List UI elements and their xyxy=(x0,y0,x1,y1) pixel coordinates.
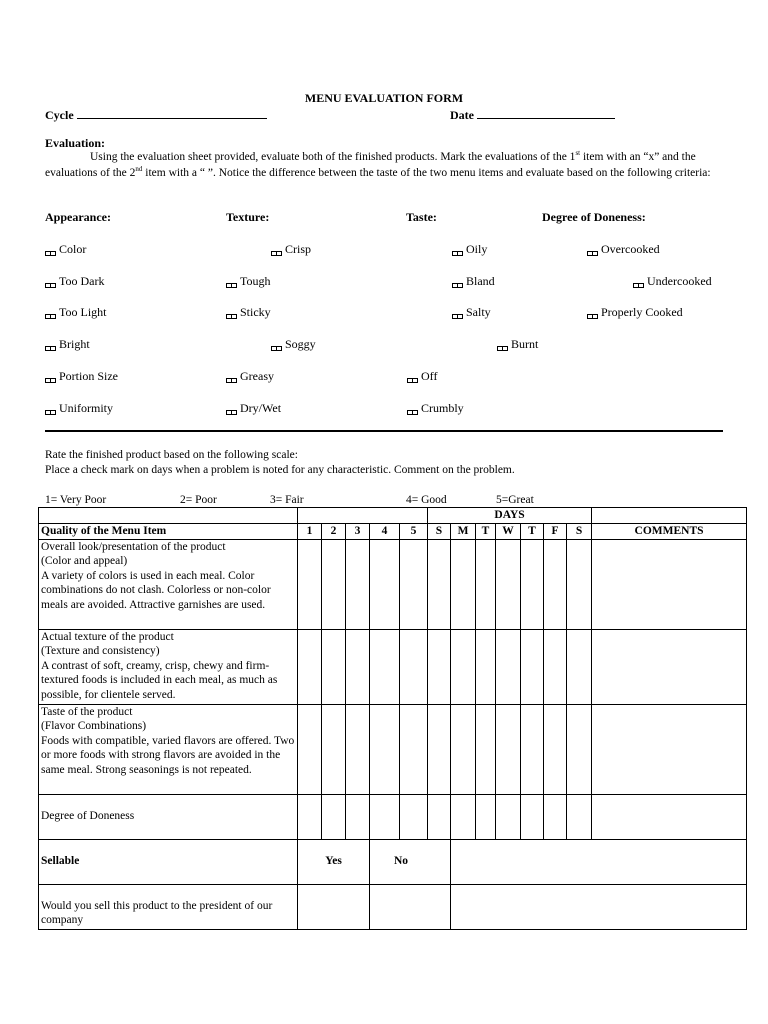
criterion-label: Oily xyxy=(466,242,488,256)
day-header-sat: S xyxy=(567,523,592,539)
day-cell[interactable] xyxy=(521,629,544,704)
table-row xyxy=(39,539,747,629)
day-cell[interactable] xyxy=(428,539,451,629)
rating-cell[interactable] xyxy=(370,704,400,794)
day-header-mon: M xyxy=(451,523,476,539)
form-title: MENU EVALUATION FORM xyxy=(304,91,464,105)
day-cell[interactable] xyxy=(496,794,521,839)
checkbox-icon[interactable] xyxy=(271,251,281,256)
rating-cell[interactable] xyxy=(370,794,400,839)
criterion-crisp[interactable] xyxy=(271,242,311,257)
day-cell[interactable] xyxy=(544,539,567,629)
section-divider xyxy=(45,430,723,432)
day-header-tue: T xyxy=(476,523,496,539)
category-texture: Texture: xyxy=(226,210,270,224)
date-label: Date xyxy=(450,108,474,122)
criterion-dry-wet[interactable] xyxy=(226,401,281,416)
quality-title: Overall look/presentation of the product xyxy=(41,540,226,553)
scale-4: 4= Good xyxy=(406,494,447,506)
criterion-bland[interactable] xyxy=(452,274,495,289)
criterion-label: Greasy xyxy=(240,369,274,383)
table-row xyxy=(39,794,747,839)
rating-cell[interactable] xyxy=(346,539,370,629)
day-cell[interactable] xyxy=(476,794,496,839)
criterion-label: Too Dark xyxy=(59,274,105,288)
checkbox-icon[interactable] xyxy=(452,283,462,288)
day-cell[interactable] xyxy=(521,539,544,629)
checkbox-icon[interactable] xyxy=(452,251,462,256)
rating-cell[interactable] xyxy=(370,539,400,629)
criterion-label: Crumbly xyxy=(421,401,464,415)
table-row xyxy=(39,704,747,794)
checkbox-icon[interactable] xyxy=(226,283,236,288)
quality-header: Quality of the Menu Item xyxy=(39,523,298,539)
checkbox-icon[interactable] xyxy=(407,378,417,383)
rating-header-4: 4 xyxy=(370,523,400,539)
date-input-line[interactable] xyxy=(477,107,615,119)
comments-cell[interactable] xyxy=(592,794,747,839)
checkbox-icon[interactable] xyxy=(226,410,236,415)
criterion-tough[interactable] xyxy=(226,274,271,289)
criterion-label: Bland xyxy=(466,274,495,288)
quality-title: Taste of the product xyxy=(41,705,133,718)
criterion-too-dark[interactable] xyxy=(45,274,104,289)
superscript-st: st xyxy=(575,149,581,158)
day-cell[interactable] xyxy=(451,629,476,704)
evaluation-heading: Evaluation: xyxy=(45,136,106,150)
evaluation-table xyxy=(38,507,747,930)
day-cell[interactable] xyxy=(567,629,592,704)
criterion-label: Dry/Wet xyxy=(240,401,282,415)
day-cell[interactable] xyxy=(567,794,592,839)
rating-cell[interactable] xyxy=(346,629,370,704)
day-header-thu: T xyxy=(521,523,544,539)
answer-blank-cell xyxy=(451,884,747,929)
sellable-label: Sellable xyxy=(39,839,298,884)
day-cell[interactable] xyxy=(567,539,592,629)
checkbox-icon[interactable] xyxy=(587,251,597,256)
cycle-field-row xyxy=(45,107,267,123)
paragraph-part-2: item with an “x” and the evaluations of the 2 xyxy=(45,151,696,179)
no-label: No xyxy=(370,839,451,884)
rating-cell[interactable] xyxy=(400,704,428,794)
evaluation-instructions xyxy=(45,150,725,181)
no-answer-cell[interactable] xyxy=(370,884,451,929)
comments-cell[interactable] xyxy=(592,539,747,629)
criterion-label: Burnt xyxy=(511,337,539,351)
day-cell[interactable] xyxy=(476,704,496,794)
superscript-nd: nd xyxy=(135,164,143,173)
checkbox-icon[interactable] xyxy=(407,410,417,415)
criterion-properly-cooked[interactable] xyxy=(587,305,683,320)
checkbox-icon[interactable] xyxy=(587,314,597,319)
criterion-undercooked[interactable] xyxy=(633,274,712,289)
rating-header-2: 2 xyxy=(322,523,346,539)
checkbox-icon[interactable] xyxy=(45,251,55,256)
criterion-crumbly[interactable] xyxy=(407,401,464,416)
criterion-sticky[interactable] xyxy=(226,305,271,320)
day-cell[interactable] xyxy=(496,629,521,704)
rating-cell[interactable] xyxy=(298,794,322,839)
quality-description: Foods with compatible, varied flavors are offered. Two or more foods with strong flavors are avoided in the same meal. Strong seasonings is not repeated. xyxy=(41,734,295,776)
rating-cell[interactable] xyxy=(400,539,428,629)
rating-cell[interactable] xyxy=(346,704,370,794)
day-cell[interactable] xyxy=(496,539,521,629)
criterion-off[interactable] xyxy=(407,369,437,384)
rating-cell[interactable] xyxy=(298,704,322,794)
criterion-overcooked[interactable] xyxy=(587,242,660,257)
quality-subtitle: (Texture and consistency) xyxy=(41,645,160,657)
checkbox-icon[interactable] xyxy=(271,346,281,351)
rating-cell[interactable] xyxy=(322,794,346,839)
comments-cell[interactable] xyxy=(592,704,747,794)
quality-cell xyxy=(39,629,298,704)
criterion-label: Properly Cooked xyxy=(601,305,683,319)
rating-cell[interactable] xyxy=(370,629,400,704)
day-cell[interactable] xyxy=(451,704,476,794)
criterion-too-light[interactable] xyxy=(45,305,107,320)
rating-cell[interactable] xyxy=(322,629,346,704)
checkbox-icon[interactable] xyxy=(633,283,643,288)
checkbox-icon[interactable] xyxy=(452,314,462,319)
quality-description: A contrast of soft, creamy, crisp, chewy and firm-textured foods is included in each meal, as much as possible, for clientele served. xyxy=(41,659,278,701)
criterion-label: Overcooked xyxy=(601,242,660,256)
criterion-label: Uniformity xyxy=(59,401,113,415)
yes-label: Yes xyxy=(298,839,370,884)
rating-header-3: 3 xyxy=(346,523,370,539)
day-header-fri: F xyxy=(544,523,567,539)
day-cell[interactable] xyxy=(451,539,476,629)
scale-3: 3= Fair xyxy=(270,494,304,506)
day-cell[interactable] xyxy=(428,704,451,794)
criterion-label: Crisp xyxy=(285,242,312,256)
cycle-label: Cycle xyxy=(45,108,74,122)
comments-cell[interactable] xyxy=(592,629,747,704)
rating-header-1: 1 xyxy=(298,523,322,539)
criterion-color[interactable] xyxy=(45,242,86,257)
rating-cell[interactable] xyxy=(322,539,346,629)
table-header-blank xyxy=(298,508,428,524)
day-cell[interactable] xyxy=(428,794,451,839)
criterion-label: Too Light xyxy=(59,305,107,319)
criterion-label: Tough xyxy=(240,274,271,288)
instructions-line-1: Rate the finished product based on the following scale: xyxy=(45,449,298,461)
checkbox-icon[interactable] xyxy=(45,378,55,383)
scale-5: 5=Great xyxy=(496,494,534,506)
table-header-blank xyxy=(39,508,298,524)
day-cell[interactable] xyxy=(521,794,544,839)
checkbox-icon[interactable] xyxy=(45,410,55,415)
quality-title: Degree of Doneness xyxy=(41,810,135,823)
day-header-sun: S xyxy=(428,523,451,539)
day-cell[interactable] xyxy=(451,794,476,839)
checkbox-icon[interactable] xyxy=(226,314,236,319)
quality-subtitle: (Flavor Combinations) xyxy=(41,720,147,732)
criterion-label: Undercooked xyxy=(647,274,712,288)
sell-question: Would you sell this product to the president of our company xyxy=(39,884,298,929)
criterion-label: Bright xyxy=(59,337,90,351)
checkbox-icon[interactable] xyxy=(45,346,55,351)
checkbox-icon[interactable] xyxy=(497,346,507,351)
sellable-blank-cell xyxy=(451,839,747,884)
criterion-portion-size[interactable] xyxy=(45,369,118,384)
criterion-burnt[interactable] xyxy=(497,337,538,352)
criterion-soggy[interactable] xyxy=(271,337,316,352)
criterion-label: Sticky xyxy=(240,305,271,319)
cycle-input-line[interactable] xyxy=(77,107,267,119)
checkbox-icon[interactable] xyxy=(226,378,236,383)
quality-title: Actual texture of the product xyxy=(41,630,174,643)
day-cell[interactable] xyxy=(521,704,544,794)
paragraph-part-3: item with a “ ”. Notice the difference between the taste of the two menu items and evaluate based on the following criteria: xyxy=(142,166,711,179)
scale-2: 2= Poor xyxy=(180,494,217,506)
rating-cell[interactable] xyxy=(400,794,428,839)
criterion-label: Off xyxy=(421,369,438,383)
date-field-row xyxy=(450,107,615,123)
category-taste: Taste: xyxy=(406,210,437,224)
paragraph-part-1: Using the evaluation sheet provided, evaluate both of the finished products. Mark the evaluations of the 1 xyxy=(90,151,576,163)
quality-subtitle: (Color and appeal) xyxy=(41,555,128,567)
day-cell[interactable] xyxy=(544,794,567,839)
instructions-line-2: Place a check mark on days when a problem is noted for any characteristic. Comment on the problem. xyxy=(45,464,515,476)
rating-header-5: 5 xyxy=(400,523,428,539)
scale-1: 1= Very Poor xyxy=(45,494,107,506)
checkbox-icon[interactable] xyxy=(45,314,55,319)
checkbox-icon[interactable] xyxy=(45,283,55,288)
day-cell[interactable] xyxy=(567,704,592,794)
comments-header: COMMENTS xyxy=(592,523,747,539)
category-doneness: Degree of Doneness: xyxy=(542,210,646,224)
day-cell[interactable] xyxy=(476,539,496,629)
rating-cell[interactable] xyxy=(322,704,346,794)
quality-cell xyxy=(39,539,298,629)
criterion-bright[interactable] xyxy=(45,337,90,352)
question-row xyxy=(39,884,747,929)
day-header-wed: W xyxy=(496,523,521,539)
criterion-label: Soggy xyxy=(285,337,316,351)
day-cell[interactable] xyxy=(496,704,521,794)
yes-answer-cell[interactable] xyxy=(298,884,370,929)
day-cell[interactable] xyxy=(544,629,567,704)
criterion-oily[interactable] xyxy=(452,242,487,257)
criterion-label: Color xyxy=(59,242,87,256)
table-row xyxy=(39,629,747,704)
sellable-row xyxy=(39,839,747,884)
rating-cell[interactable] xyxy=(298,629,322,704)
category-appearance: Appearance: xyxy=(45,210,111,224)
criterion-label: Salty xyxy=(466,305,491,319)
quality-cell xyxy=(39,794,298,839)
day-cell[interactable] xyxy=(476,629,496,704)
criterion-label: Portion Size xyxy=(59,369,118,383)
criterion-greasy[interactable] xyxy=(226,369,274,384)
days-header: DAYS xyxy=(428,508,592,524)
table-header-blank xyxy=(592,508,747,524)
rating-cell[interactable] xyxy=(298,539,322,629)
criterion-uniformity[interactable] xyxy=(45,401,113,416)
rating-cell[interactable] xyxy=(400,629,428,704)
criterion-salty[interactable] xyxy=(452,305,491,320)
rating-cell[interactable] xyxy=(346,794,370,839)
day-cell[interactable] xyxy=(428,629,451,704)
quality-description: A variety of colors is used in each meal. Color combinations do not clash. Colorless or non-color meals are avoided. Attractive garnishes are used. xyxy=(41,569,271,611)
quality-cell xyxy=(39,704,298,794)
day-cell[interactable] xyxy=(544,704,567,794)
